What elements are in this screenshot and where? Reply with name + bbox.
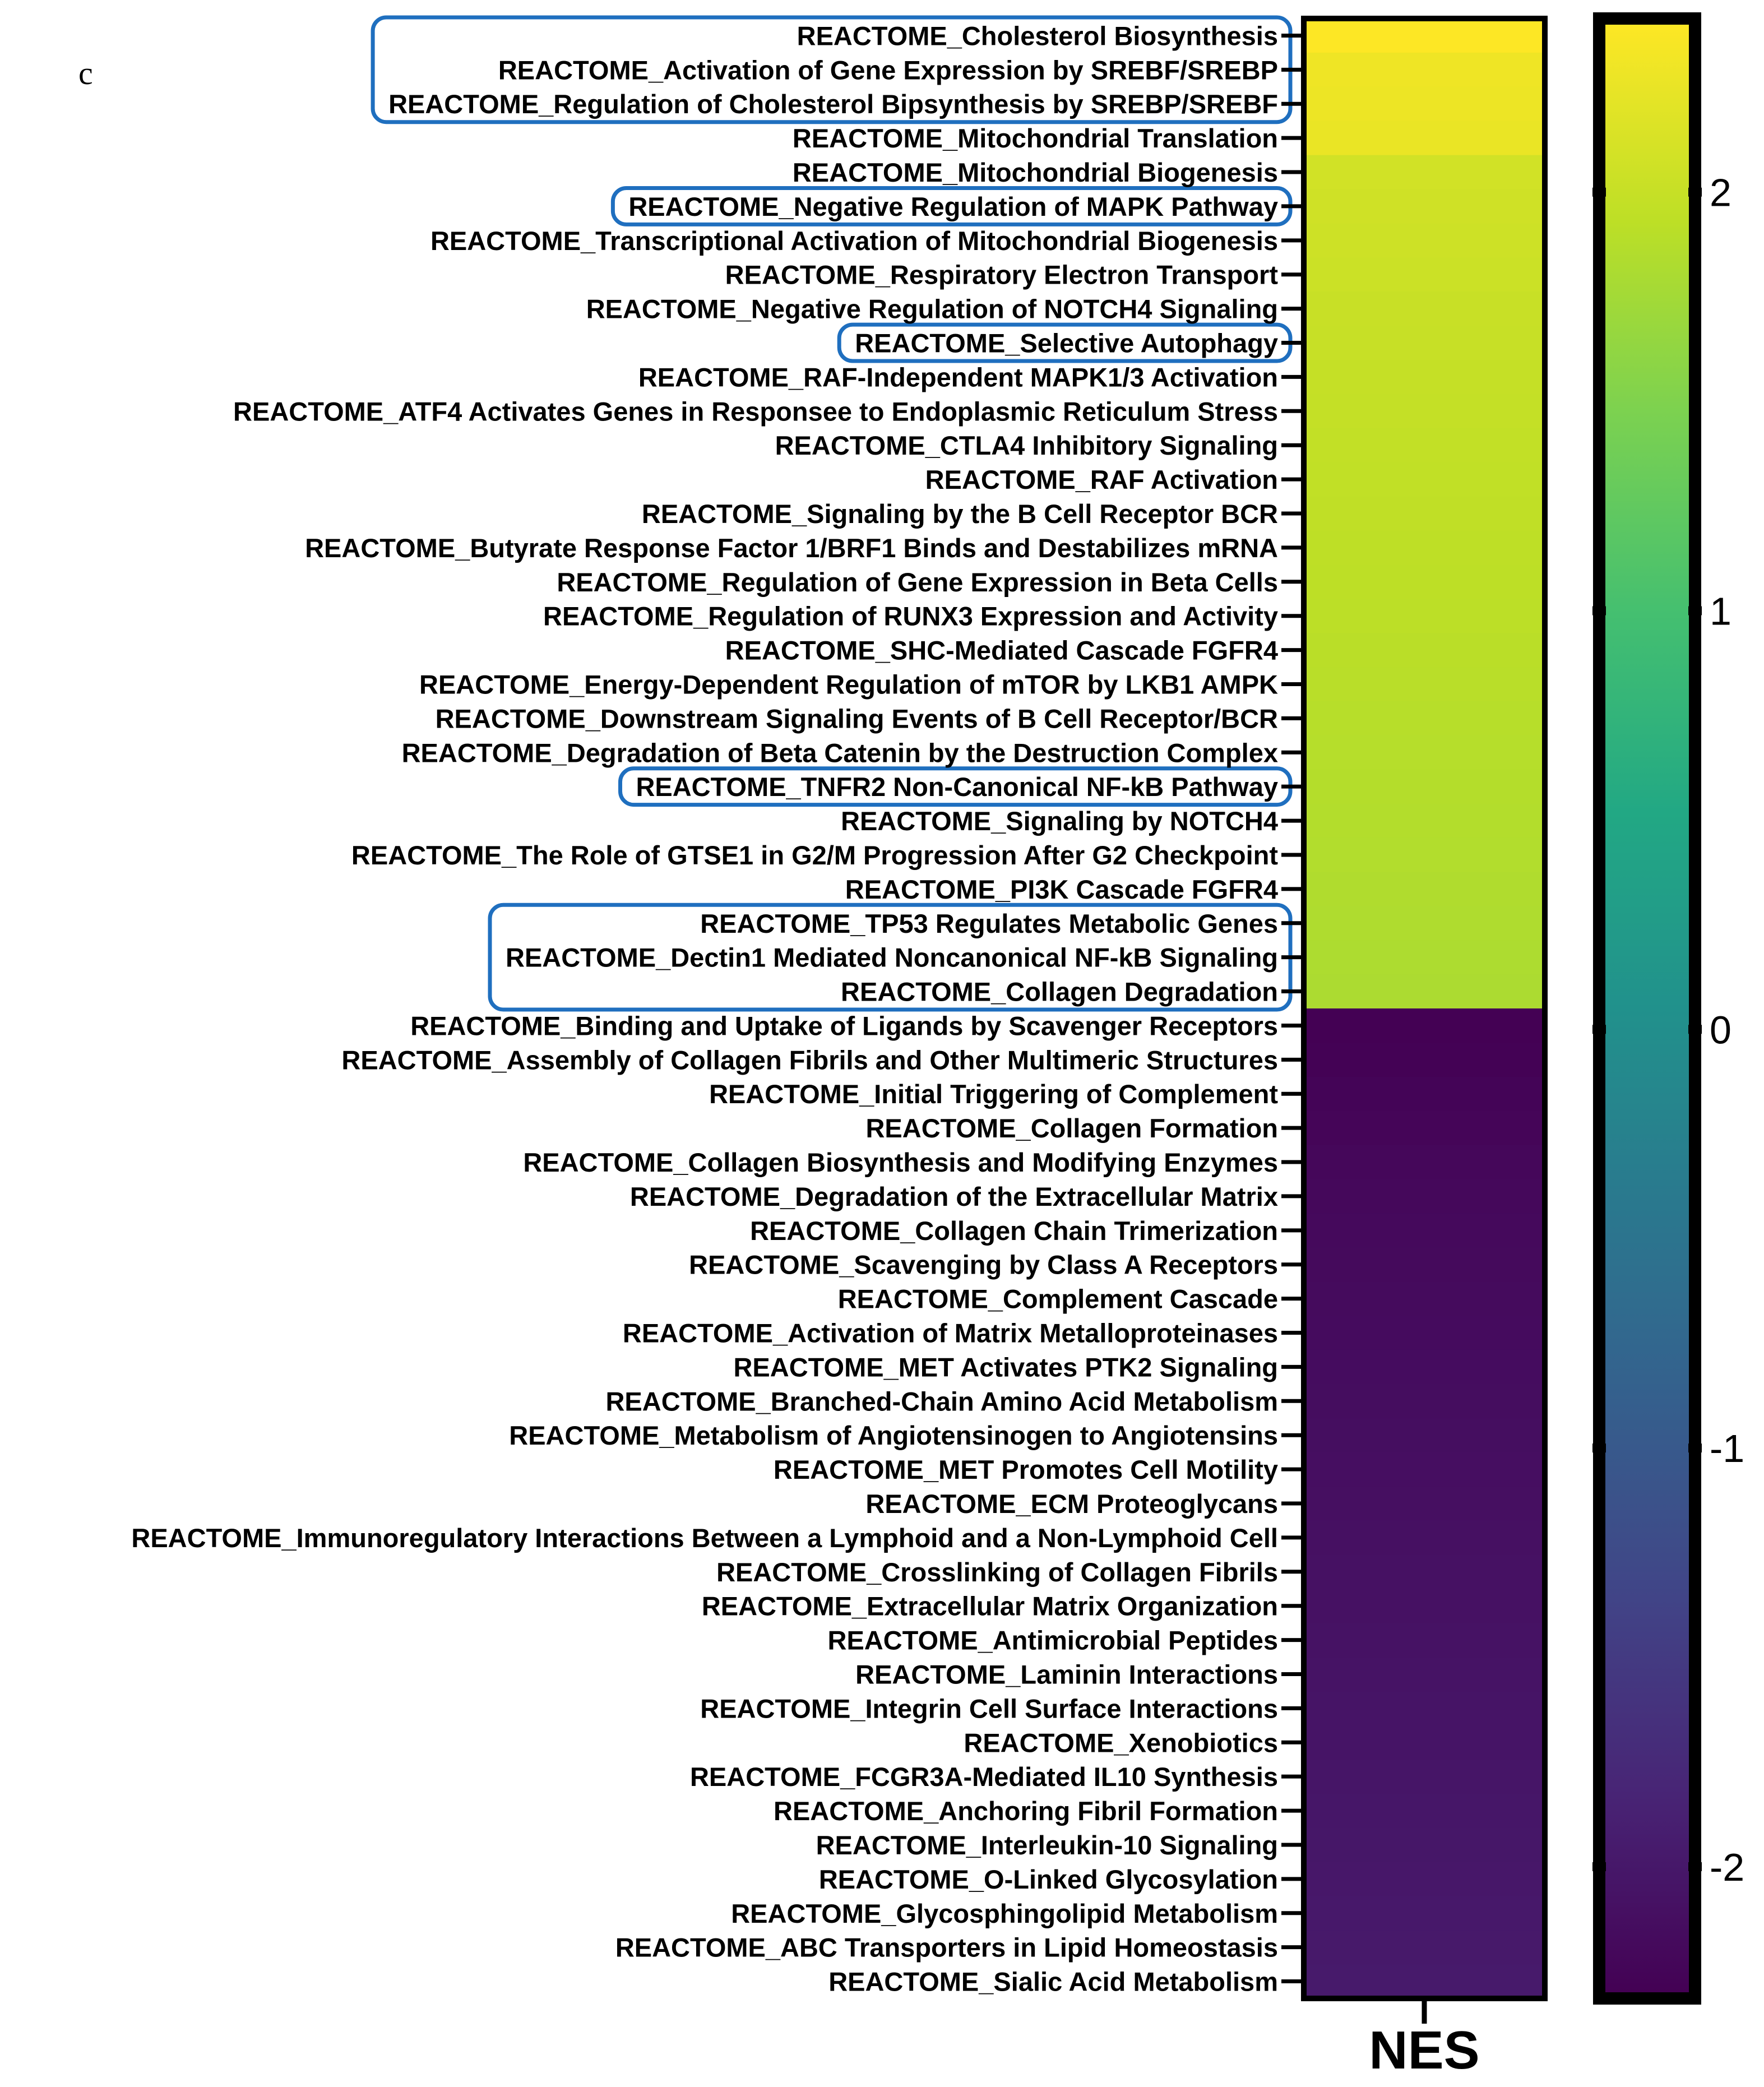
row-label: REACTOME_Interleukin-10 Signaling	[816, 1830, 1278, 1860]
row-label: REACTOME_RAF-Independent MAPK1/3 Activation	[638, 362, 1278, 392]
heatmap-cell	[1304, 1384, 1545, 1419]
row-label: REACTOME_Selective Autophagy	[855, 328, 1278, 358]
heatmap-cell	[1304, 1111, 1545, 1146]
heatmap-cell	[1304, 223, 1545, 258]
heatmap-cell	[1304, 428, 1545, 463]
row-label: REACTOME_Regulation of Cholesterol Bipsynthesis by SREBP/SREBF	[388, 89, 1278, 119]
heatmap-cell	[1304, 838, 1545, 873]
colorbar-tick-label: 1	[1710, 589, 1731, 633]
heatmap-cell	[1304, 1452, 1545, 1487]
row-label: REACTOME_CTLA4 Inhibitory Signaling	[775, 431, 1278, 461]
heatmap-cell	[1304, 53, 1545, 87]
heatmap-cell	[1304, 1760, 1545, 1794]
row-label: REACTOME_Immunoregulatory Interactions Between a Lymphoid and a Non-Lymphoid Cell	[131, 1523, 1278, 1553]
heatmap-cell	[1304, 804, 1545, 839]
heatmap-cell	[1304, 564, 1545, 599]
row-label: REACTOME_MET Promotes Cell Motility	[773, 1455, 1278, 1485]
row-label: REACTOME_MET Activates PTK2 Signaling	[733, 1352, 1278, 1382]
heatmap-cell	[1304, 1725, 1545, 1760]
heatmap-cell	[1304, 1316, 1545, 1350]
row-label: REACTOME_Downstream Signaling Events of B Cell Receptor/BCR	[435, 704, 1278, 734]
row-label: REACTOME_Respiratory Electron Transport	[725, 260, 1278, 290]
heatmap-cell	[1304, 18, 1545, 53]
row-label: REACTOME_Degradation of Beta Catenin by the Destruction Complex	[401, 738, 1278, 768]
heatmap-cell	[1304, 1657, 1545, 1692]
row-label: REACTOME_Dectin1 Mediated Noncanonical NF-kB Signaling	[506, 942, 1278, 973]
heatmap-cell	[1304, 1896, 1545, 1931]
heatmap-cell	[1304, 360, 1545, 395]
heatmap-cell	[1304, 326, 1545, 360]
row-label: REACTOME_Negative Regulation of MAPK Pathway	[628, 191, 1278, 221]
row-label: REACTOME_Extracellular Matrix Organization	[701, 1591, 1278, 1621]
heatmap-cell	[1304, 1179, 1545, 1214]
row-label: REACTOME_Energy-Dependent Regulation of mTOR by LKB1 AMPK	[419, 669, 1278, 700]
row-label: REACTOME_Sialic Acid Metabolism	[828, 1966, 1278, 1997]
row-label: REACTOME_ABC Transporters in Lipid Homeostasis	[615, 1932, 1278, 1963]
heatmap-cell	[1304, 1281, 1545, 1316]
row-label: REACTOME_Negative Regulation of NOTCH4 Signaling	[586, 294, 1278, 324]
row-label: REACTOME_Signaling by NOTCH4	[841, 806, 1278, 836]
heatmap-cell	[1304, 87, 1545, 122]
heatmap-cell	[1304, 291, 1545, 326]
row-label: REACTOME_SHC-Mediated Cascade FGFR4	[725, 635, 1278, 665]
row-label: REACTOME_Collagen Formation	[865, 1113, 1278, 1144]
row-label: REACTOME_Signaling by the B Cell Receptor BCR	[641, 499, 1278, 529]
heatmap-cell	[1304, 394, 1545, 429]
heatmap-cell	[1304, 599, 1545, 633]
row-label: REACTOME_Branched-Chain Amino Acid Metabolism	[605, 1386, 1278, 1417]
row-label: REACTOME_RAF Activation	[925, 465, 1278, 495]
heatmap-cell	[1304, 155, 1545, 190]
row-label: REACTOME_O-Linked Glycosylation	[818, 1864, 1278, 1894]
row-label: REACTOME_Anchoring Fibril Formation	[774, 1796, 1278, 1826]
heatmap-cell	[1304, 1589, 1545, 1623]
heatmap-cell	[1304, 1145, 1545, 1179]
heatmap-cell	[1304, 735, 1545, 770]
row-label: REACTOME_TP53 Regulates Metabolic Genes	[700, 908, 1278, 938]
row-label: REACTOME_Degradation of the Extracellular Matrix	[629, 1181, 1278, 1211]
row-label: REACTOME_Antimicrobial Peptides	[827, 1625, 1278, 1655]
row-label: REACTOME_Collagen Chain Trimerization	[750, 1215, 1278, 1246]
heatmap-cell	[1304, 1350, 1545, 1385]
heatmap-cell	[1304, 462, 1545, 497]
row-label: REACTOME_PI3K Cascade FGFR4	[845, 874, 1278, 904]
heatmap-cell	[1304, 257, 1545, 292]
heatmap-cell	[1304, 906, 1545, 941]
row-label: REACTOME_Transcriptional Activation of Mitochondrial Biogenesis	[430, 225, 1278, 256]
heatmap-cell	[1304, 1418, 1545, 1453]
row-label: REACTOME_Cholesterol Biosynthesis	[797, 21, 1278, 51]
row-label: REACTOME_Complement Cascade	[837, 1284, 1278, 1314]
heatmap-cell	[1304, 940, 1545, 975]
row-label: REACTOME_Mitochondrial Translation	[792, 123, 1278, 154]
row-label: REACTOME_Crosslinking of Collagen Fibrils	[716, 1557, 1278, 1587]
heatmap-cell	[1304, 1964, 1545, 1999]
row-label: REACTOME_Mitochondrial Biogenesis	[792, 158, 1278, 188]
heatmap-cell	[1304, 770, 1545, 804]
heatmap-cell	[1304, 1008, 1545, 1043]
heatmap-cell	[1304, 1077, 1545, 1112]
heatmap-cell	[1304, 1554, 1545, 1589]
row-label: REACTOME_Activation of Gene Expression by SREBF/SREBP	[498, 55, 1278, 85]
row-label: REACTOME_Regulation of Gene Expression in Beta Cells	[557, 567, 1278, 597]
heatmap-cell	[1304, 1213, 1545, 1248]
row-label: REACTOME_Integrin Cell Surface Interactions	[700, 1693, 1278, 1724]
row-label: REACTOME_TNFR2 Non-Canonical NF-kB Pathway	[636, 772, 1278, 802]
row-label: REACTOME_Laminin Interactions	[855, 1659, 1278, 1690]
heatmap-cell	[1304, 667, 1545, 702]
heatmap-cell	[1304, 497, 1545, 531]
row-label: REACTOME_Regulation of RUNX3 Expression and Activity	[543, 601, 1278, 631]
heatmap-cell	[1304, 633, 1545, 668]
row-label: REACTOME_Butyrate Response Factor 1/BRF1 Binds and Destabilizes mRNA	[305, 533, 1278, 563]
panel-label: c	[78, 55, 93, 91]
colorbar	[1605, 25, 1689, 1992]
heatmap-cell	[1304, 701, 1545, 736]
row-label: REACTOME_ECM Proteoglycans	[865, 1489, 1278, 1519]
heatmap-cell	[1304, 1862, 1545, 1896]
row-label: REACTOME_The Role of GTSE1 in G2/M Progression After G2 Checkpoint	[351, 840, 1278, 870]
heatmap-cells	[1304, 18, 1545, 1999]
heatmap-cell	[1304, 1794, 1545, 1829]
colorbar-tick-label: 2	[1710, 170, 1731, 215]
row-label: REACTOME_Collagen Degradation	[841, 977, 1278, 1007]
heatmap-cell	[1304, 1520, 1545, 1555]
heatmap-cell	[1304, 1930, 1545, 1965]
row-label: REACTOME_Collagen Biosynthesis and Modifying Enzymes	[523, 1147, 1278, 1178]
heatmap-cell	[1304, 1043, 1545, 1077]
colorbar-tick-label: -1	[1710, 1427, 1745, 1471]
row-label: REACTOME_Glycosphingolipid Metabolism	[731, 1898, 1278, 1928]
row-label: REACTOME_ATF4 Activates Genes in Responsee to Endoplasmic Reticulum Stress	[233, 396, 1278, 427]
row-label: REACTOME_Assembly of Collagen Fibrils and Other Multimeric Structures	[341, 1045, 1278, 1075]
heatmap-cell	[1304, 1828, 1545, 1863]
row-label: REACTOME_Binding and Uptake of Ligands by Scavenger Receptors	[410, 1011, 1278, 1041]
row-label: REACTOME_Activation of Matrix Metalloproteinases	[622, 1318, 1278, 1348]
colorbar-tick-label: 0	[1710, 1008, 1731, 1052]
row-label: REACTOME_Xenobiotics	[964, 1728, 1278, 1758]
row-label: REACTOME_Metabolism of Angiotensinogen to Angiotensins	[509, 1420, 1278, 1451]
colorbar-tick-label: -2	[1710, 1845, 1745, 1889]
row-label: REACTOME_FCGR3A-Mediated IL10 Synthesis	[689, 1762, 1278, 1792]
x-axis-label: NES	[1369, 2020, 1480, 2080]
heatmap-cell	[1304, 530, 1545, 565]
row-label: REACTOME_Initial Triggering of Complement	[709, 1079, 1278, 1109]
heatmap-cell	[1304, 872, 1545, 906]
heatmap-cell	[1304, 189, 1545, 224]
heatmap-cell	[1304, 1623, 1545, 1658]
heatmap-cell	[1304, 1487, 1545, 1521]
row-label: REACTOME_Scavenging by Class A Receptors	[689, 1250, 1278, 1280]
heatmap-cell	[1304, 974, 1545, 1009]
heatmap-cell	[1304, 1691, 1545, 1726]
heatmap-cell	[1304, 121, 1545, 156]
heatmap-cell	[1304, 1247, 1545, 1282]
